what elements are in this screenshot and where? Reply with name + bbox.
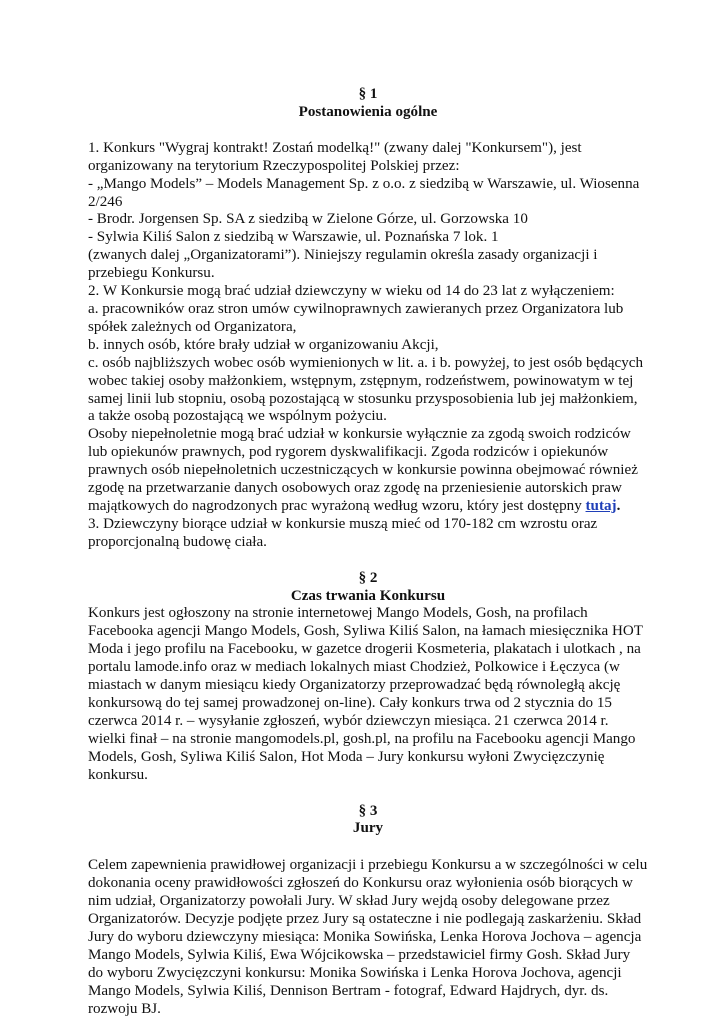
- document-page: [88, 86, 648, 1019]
- paragraph-2-intro: 2. W Konkursie mogą brać udział dziewczyny w wieku od 14 do 23 lat z wyłączeniem:: [88, 283, 615, 300]
- minors-text: Osoby niepełnoletnie mogą brać udział w konkursie wyłącznie za zgodą swoich rodziców lub opiekunów prawnych, pod rygorem dyskwalifikacji. Zgoda rodziców i opiekunów prawnych osób niepełnoletnich uczestniczących w konkursie powinna obejmować również zgodę na przetwarzanie danych osobowych oraz zgodę na przeniesienie autorskich praw majątkowych do nagrodzonych prac wyrażoną według wzoru, który jest dostępny: [88, 426, 638, 514]
- section-3-title: Jury: [352, 820, 384, 837]
- section-2-body: Konkurs jest ogłoszony na stronie internetowej Mango Models, Gosh, na profilach Facebooka agencji Mango Models, Gosh, Syliwa Kiliś Salon, na łamach miesięcznika HOT Moda i jego profilu na Facebooku, w gazetce drogerii Kosmeteria, plakatach i ulotkach , na portalu lamode.info oraz w mediach lokalnych miast Chodzież, Polkowice i Łęczyca (w miastach w danym miesiącu kiedy Organizatorzy przeprowadzać będą równoległą akcję konkursową do tej samej prowadzonej on-line). Cały konkurs trwa od 2 stycznia do 15 czerwca 2014 r. – wysyłanie zgłoszeń, wybór dziewczyn miesiąca. 21 czerwca 2014 r. wielki finał – na stronie mangomodels.pl, gosh.pl, na profilu na Facebooku agencji Mango Models, Gosh, Syliwa Kiliś Salon, Hot Moda – Jury konkursu wyłoni Zwycięzczynię konkursu.: [88, 605, 643, 783]
- organizer-2: - Brodr. Jorgensen Sp. SA z siedzibą w Zielone Górze, ul. Gorzowska 10: [88, 211, 528, 228]
- minors-paragraph: [88, 426, 648, 516]
- paragraph-3: 3. Dziewczyny biorące udział w konkursie muszą mieć od 170-182 cm wzrostu oraz proporcjonalną budowę ciała.: [88, 515, 598, 550]
- section-2-title: Czas trwania Konkursu: [290, 587, 446, 604]
- minors-end: .: [616, 497, 621, 514]
- section-1-number: § 1: [358, 86, 378, 102]
- exclusion-b: b. innych osób, które brały udział w organizowaniu Akcji,: [88, 336, 439, 353]
- section-3-body: Celem zapewnienia prawidłowej organizacji i przebiegu Konkursu a w szczególności w celu dokonania oceny prawidłowości zgłoszeń do Konkursu oraz wyłonienia osób biorących w nim udział, Organizatorzy powołali Jury. W skład Jury wejdą osoby delegowane przez Organizatorów. Decyzje podjęte przez Jury są ostateczne i nie podlegają zaskarżeniu. Skład Jury do wyboru dziewczyny miesiąca: Monika Sowińska, Lenka Horova Jochova – agencja Mango Models, Sylwia Kiliś, Ewa Wójcikowska – przedstawiciel firmy Gosh. Skład Jury do wyboru Zwycięzczyni konkursu: Monika Sowińska i Lenka Horova Jochova, agencji Mango Models, Sylwia Kiliś, Dennison Bertram - fotograf, Edward Hajdrych, dyr. ds. rozwoju BJ.: [88, 857, 648, 1017]
- section-3-number: § 3: [358, 802, 378, 819]
- section-2-number: § 2: [358, 569, 378, 586]
- section-1-title: Postanowienia ogólne: [298, 103, 438, 120]
- exclusion-c: c. osób najbliższych wobec osób wymienionych w lit. a. i b. powyżej, to jest osób będących wobec takiej osoby małżonkiem, wstępnym, zstępnym, rodzeństwem, powinowatym w tej samej linii lub stopniu, osobą pozostającą w stosunku przysposobienia lub jej małżonkiem, a także osobą pozostającą we wspólnym pożyciu.: [88, 354, 643, 425]
- organizer-3: - Sylwia Kiliś Salon z siedzibą w Warszawie, ul. Poznańska 7 lok. 1: [88, 229, 499, 246]
- organizers-note: (zwanych dalej „Organizatorami”). Niniejszy regulamin określa zasady organizacji i przebiegu Konkursu.: [88, 247, 598, 282]
- exclusion-a: a. pracowników oraz stron umów cywilnoprawnych zawieranych przez Organizatora lub spółek zależnych od Organizatora,: [88, 300, 624, 335]
- organizer-1: - „Mango Models” – Models Management Sp. z o.o. z siedzibą w Warszawie, ul. Wiosenna 2/246: [88, 175, 640, 210]
- paragraph-1-intro: 1. Konkurs "Wygraj kontrakt! Zostań modelką!" (zwany dalej "Konkursem"), jest organizowany na terytorium Rzeczypospolitej Polskiej przez:: [88, 139, 582, 174]
- consent-form-link[interactable]: tutaj: [585, 497, 617, 514]
